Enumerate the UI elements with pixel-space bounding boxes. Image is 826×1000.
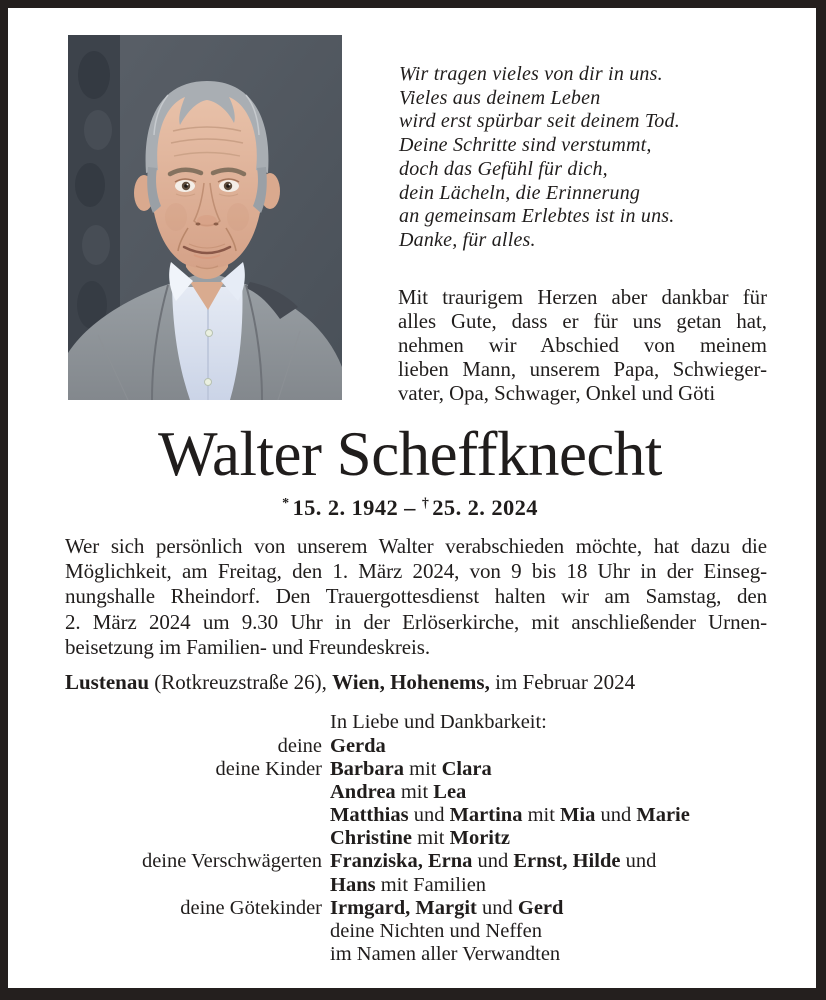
poem-line: wird erst spürbar seit deinem Tod. [399, 110, 680, 133]
family-row-label: deine Kinder [215, 758, 322, 781]
announcement-line: nungshalle Rheindorf. Den Trauergottesdienst halten wir am Samstag, den [65, 584, 767, 609]
intro-line: alles Gute, dass er für uns getan hat, [398, 310, 767, 334]
death-symbol: † [421, 496, 430, 511]
announcement-line: Möglichkeit, am Freitag, den 1. März 2024, von 9 bis 18 Uhr in der Einseg- [65, 559, 767, 584]
dates-separator: – [404, 495, 416, 520]
family-row-names: Andrea mit Lea [330, 781, 467, 804]
family-row-label [8, 827, 322, 850]
family-row [8, 804, 770, 827]
family-row-names: Barbara mit Clara [330, 758, 492, 781]
family-row-label: deine Götekinder [180, 896, 322, 919]
family-row [8, 920, 770, 943]
family-row [8, 781, 770, 804]
family-row-label [8, 804, 322, 827]
portrait-photo [68, 35, 342, 400]
family-list [8, 735, 770, 966]
deceased-name: Walter Scheffknecht [158, 419, 662, 489]
family-row [8, 850, 770, 873]
family-row-label: deine [277, 735, 322, 757]
family-row [8, 943, 770, 966]
announcement-line: 2. März 2024 um 9.30 Uhr in der Erlöserkirche, mit anschließender Urnen- [65, 609, 767, 634]
poem-line: doch das Gefühl für dich, [399, 157, 608, 180]
intro-line: nehmen wir Abschied von meinem [398, 334, 767, 358]
family-row-label [8, 874, 322, 897]
family-row-names: Irmgard, Margit und Gerd [330, 896, 564, 919]
family-row-label [8, 920, 322, 943]
family-row [8, 758, 770, 781]
birth-symbol: * [282, 496, 290, 511]
family-row [8, 735, 770, 758]
closing-line: In Liebe und Dankbarkeit: [330, 711, 547, 733]
intro-line: Mit traurigem Herzen aber dankbar für [398, 286, 767, 309]
announcement-line: beisetzung im Familien- und Freundeskreis. [65, 634, 430, 659]
family-row-names: Matthias und Martina mit Mia und Marie [330, 804, 690, 827]
death-date: 25. 2. 2024 [432, 495, 538, 520]
family-row [8, 897, 770, 920]
farewell-intro [398, 286, 767, 406]
family-row-label: deine Verschwägerten [141, 850, 322, 873]
family-row-names: Gerda [330, 735, 386, 757]
poem-line: Wir tragen vieles von dir in uns. [399, 63, 663, 85]
birth-date: 15. 2. 1942 [292, 495, 399, 520]
portrait-illustration [68, 35, 342, 400]
intro-line: vater, Opa, Schwager, Onkel und Göti [398, 382, 716, 406]
family-row-label [8, 781, 322, 804]
poem-line: Deine Schritte sind verstummt, [399, 134, 652, 157]
family-row-label [8, 943, 322, 966]
family-row [8, 874, 770, 897]
memorial-poem [399, 63, 771, 253]
poem-line: Vieles aus deinem Leben [399, 86, 601, 109]
family-row-names: deine Nichten und Neffen [330, 919, 542, 942]
family-row-names: Franziska, Erna und Ernst, Hilde und [330, 850, 657, 873]
poem-line: dein Lächeln, die Erinnerung [399, 181, 641, 204]
family-row-names: im Namen aller Verwandten [330, 942, 561, 965]
life-dates [8, 495, 812, 521]
intro-line: lieben Mann, unserem Papa, Schwieger- [398, 358, 767, 382]
location-line: Lustenau (Rotkreuzstraße 26), Wien, Hohenems, im Februar 2024 [65, 670, 636, 694]
family-row-names: Hans mit Familien [330, 873, 487, 896]
announcement-line: Wer sich persönlich von unserem Walter verabschieden möchte, hat dazu die [65, 534, 767, 558]
family-row [8, 827, 770, 850]
poem-line: Danke, für alles. [399, 228, 536, 251]
poem-line: an gemeinsam Erlebtes ist in uns. [399, 205, 675, 228]
funeral-announcement [65, 534, 767, 660]
family-row-names: Christine mit Moritz [330, 827, 510, 850]
